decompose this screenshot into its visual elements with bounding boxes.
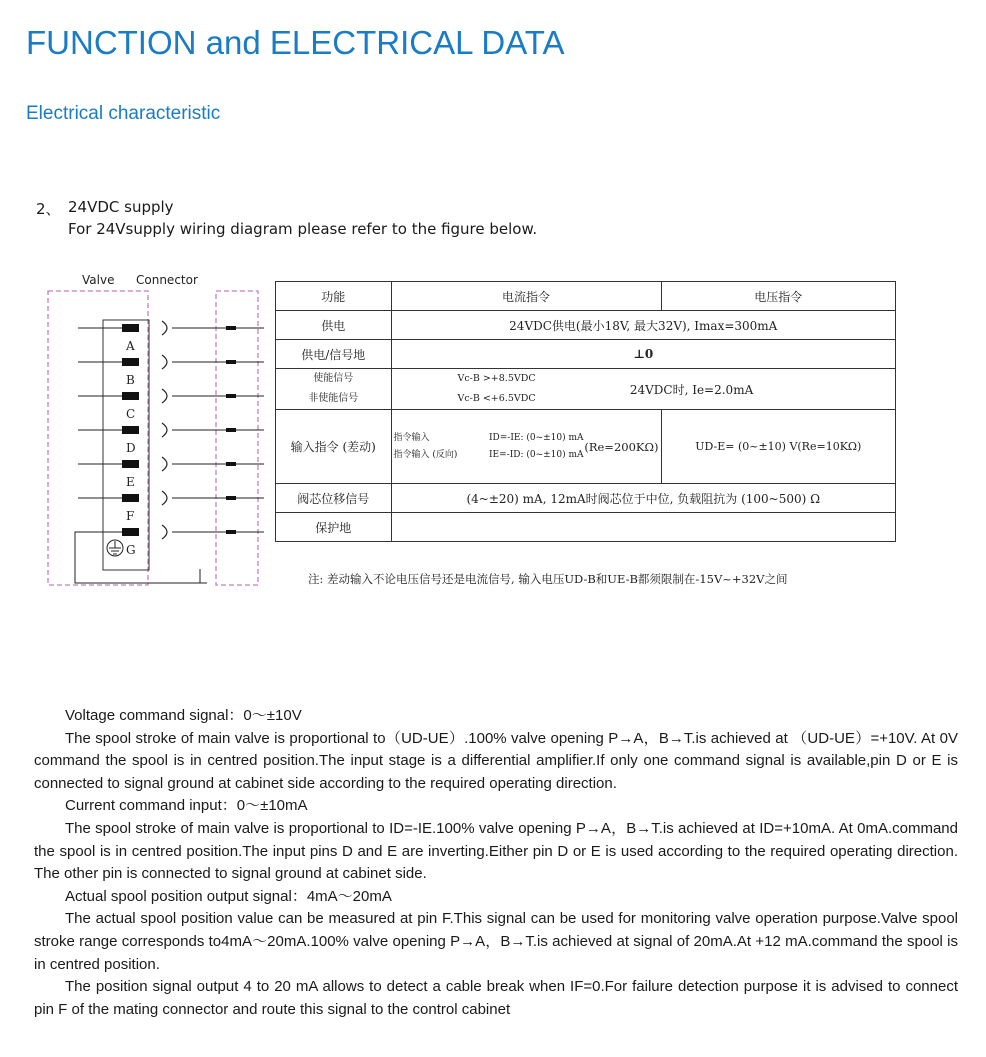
input-line1-label: 指令输入: [393, 432, 430, 443]
header-voltage: 电压指令: [661, 282, 895, 311]
current-command-heading: Current command input：0～±10mA: [65, 797, 308, 815]
input-current-re: (Re=200KΩ): [584, 439, 659, 454]
input-line1-value: ID=-IE: (0~±10) mA: [488, 432, 584, 443]
earth-ground-icon: [107, 540, 123, 556]
pin-label-g: G: [126, 543, 136, 557]
table-row: [276, 340, 896, 369]
section-subheading: For 24Vsupply wiring diagram please refer to the figure below.: [68, 220, 538, 238]
header-current: 电流指令: [391, 282, 661, 311]
table-row: [276, 484, 896, 513]
spool-position-paragraph: The actual spool position value can be measured at pin F.This signal can be used for monitoring valve operation purpose.Valve spool stroke range corresponds to4mA～20mA.100% valve opening P→A，B→T.is achieved at signal of 20mA.At +12 mA.command the spool is in centred position.: [34, 910, 958, 973]
table-row: [276, 311, 896, 340]
section-number: 2、: [36, 200, 61, 218]
pin-label-d: D: [126, 441, 136, 455]
spool-position-heading: Actual spool position output signal：4mA～20mA: [65, 887, 392, 905]
input-line2-value: IE=-ID: (0~±10) mA: [488, 449, 584, 460]
row-label-supply: 供电: [276, 311, 392, 340]
valve-label: Valve: [82, 273, 115, 287]
valve-box: [48, 291, 148, 585]
pin-row-e: [78, 457, 264, 471]
pin-label-f: F: [126, 509, 135, 523]
input-voltage-value: UD-E= (0~±10) V(Re=10KΩ): [661, 410, 895, 484]
pin-row-b: [78, 355, 264, 369]
section-title: Electrical characteristic: [26, 103, 221, 124]
pin-row-g: [78, 525, 264, 539]
pin-label-a: A: [126, 339, 135, 353]
cable-break-paragraph: The position signal output 4 to 20 mA allows to detect a cable break when IF=0.For failure detection purpose it is advised to connect pin F of the mating connector and route this signal to the control cabinet: [34, 978, 958, 1018]
table-row: [276, 369, 896, 410]
voltage-command-heading: Voltage command signal：0～±10V: [65, 707, 302, 724]
characteristic-table: [275, 281, 896, 542]
row-label-input: 输入指令 (差动): [276, 410, 392, 484]
table-row: [276, 410, 896, 484]
pin-label-b: B: [126, 373, 135, 387]
ground-wire: [75, 532, 200, 583]
section-heading: 24VDC supply: [68, 198, 174, 216]
pin-row-f: [78, 491, 264, 505]
pin-row-a: [78, 321, 264, 335]
row-label-disable: 非使能信号: [308, 393, 359, 404]
description-text: [34, 705, 958, 1021]
row-label-protect-gnd: 保护地: [276, 513, 392, 542]
pin-row-d: [78, 423, 264, 437]
row-value-supply: 24VDC供电(最小18V, 最大32V), Imax=300mA: [391, 311, 895, 340]
page-title: FUNCTION and ELECTRICAL DATA: [26, 24, 565, 61]
connector-box: [216, 291, 258, 585]
row-value-protect-gnd: [391, 513, 895, 542]
pin-row-c: [78, 389, 264, 403]
table-header-row: [276, 282, 896, 311]
connector-label: Connector: [136, 273, 198, 287]
row-label-enable: 使能信号: [313, 373, 354, 384]
input-line2-label: 指令输入 (反向): [393, 449, 458, 460]
row-label-spool-pos: 阀芯位移信号: [276, 484, 392, 513]
table-row: [276, 513, 896, 542]
pin-label-c: C: [126, 407, 136, 421]
pin-label-e: E: [126, 475, 135, 489]
enable-current: 24VDC时, Ie=2.0mA: [629, 382, 754, 397]
row-value-supply-gnd: ⊥0: [391, 340, 895, 369]
disable-condition: Vc-B <+6.5VDC: [457, 393, 536, 404]
enable-condition: Vc-B >+8.5VDC: [457, 373, 536, 384]
row-value-spool-pos: (4~±20) mA, 12mA时阀芯位于中位, 负载阻抗为 (100~500) Ω: [391, 484, 895, 513]
voltage-command-paragraph: The spool stroke of main valve is proportional to（UD-UE）.100% valve opening P→A，B→T.is achieved at （UD-UE）=+10V. At 0V command the spool is in centred position.The input stage is a differential amplifier.If only one command signal is available,pin D or E is connected to signal ground at cabinet side according to the required operating direction.: [34, 729, 958, 792]
row-label-supply-gnd: 供电/信号地: [276, 340, 392, 369]
header-function: 功能: [276, 282, 392, 311]
current-command-paragraph: The spool stroke of main valve is proportional to ID=-IE.100% valve opening P→A，B→T.is achieved at ID=+10mA. At 0mA.command the spool is in centred position.The input pins D and E are inverting.Either pin D or E is used according to the required operating direction. The other pin is connected to signal ground at cabinet side.: [34, 819, 958, 883]
table-note: 注: 差动输入不论电压信号还是电流信号, 输入电压UD-B和UE-B都须限制在-15V~+32V之间: [308, 572, 788, 586]
